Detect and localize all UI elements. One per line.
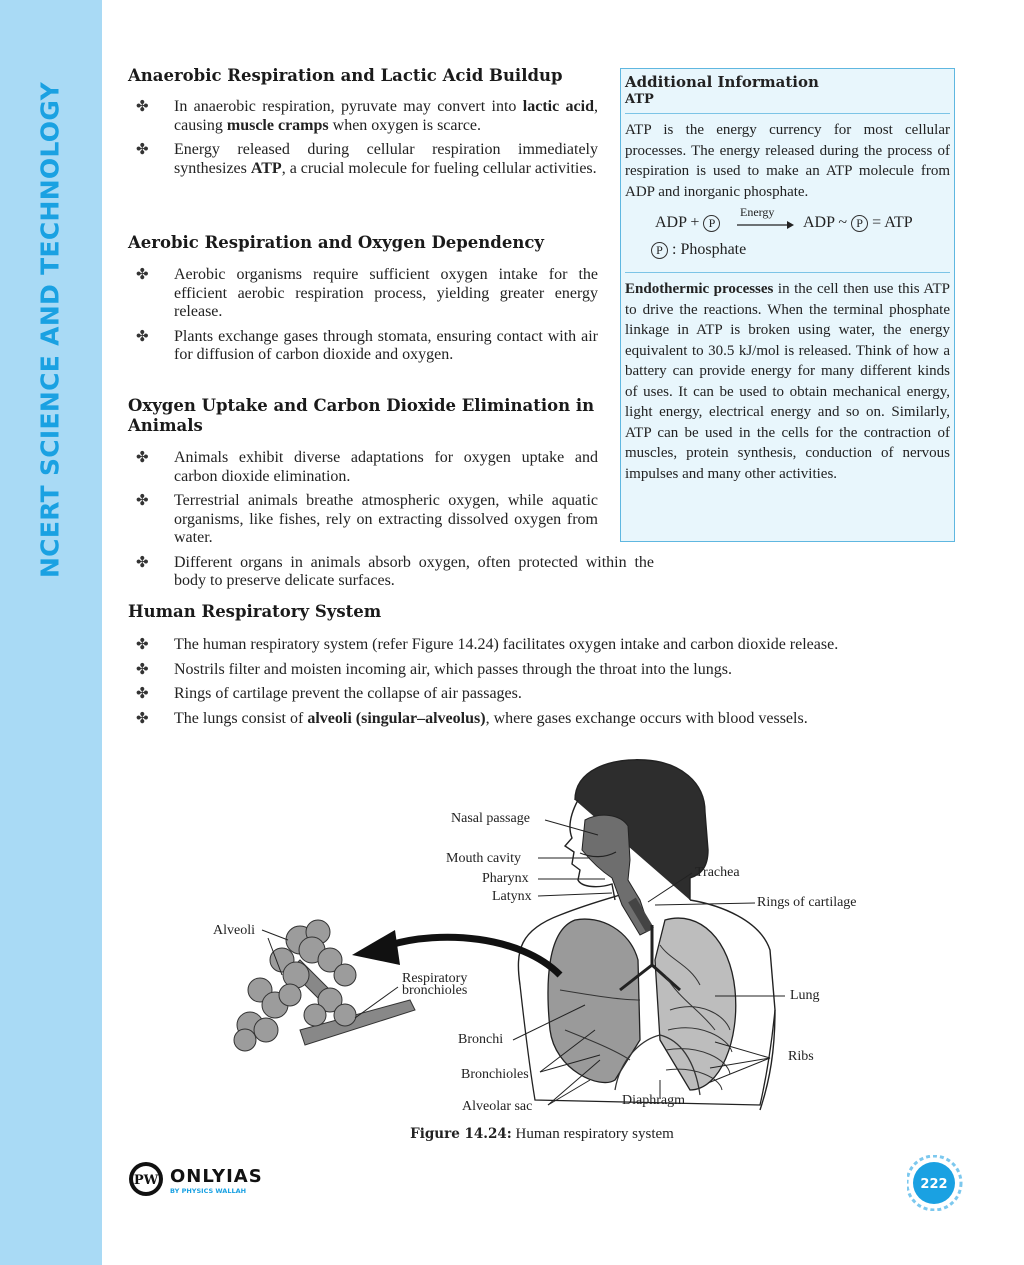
list-item: ✤ Plants exchange gases through stomata, ensuring contact with air for diffusion of carbon dioxide and oxygen. [136, 327, 598, 363]
list-item: ✤ Aerobic organisms require sufficient oxygen intake for the efficient aerobic respiration process, yielding greater energy release. [136, 266, 598, 320]
page-number: 222 [920, 1177, 948, 1192]
list-item: ✤ Different organs in animals absorb oxygen, often protected within the body to preserve delicate surfaces. [136, 553, 654, 589]
heading-aerobic: Aerobic Respiration and Oxygen Dependency [128, 233, 544, 252]
list-item: ✤ The human respiratory system (refer Figure 14.24) facilitates oxygen intake and carbon dioxide release. [136, 636, 839, 653]
brand-logo [128, 1160, 268, 1204]
pw-logo-icon [128, 1160, 268, 1200]
list-item: ✤ The lungs consist of alveoli (singular–alveolus), where gases exchange occurs with blood vessels. [136, 709, 808, 727]
logo-text: ONLYIAS [170, 1166, 263, 1187]
label-mouth-cavity: Mouth cavity [446, 851, 522, 866]
head-illustration [518, 760, 775, 1110]
eq-right: ADP ~ P = ATP [803, 214, 913, 231]
page-number-badge [907, 1155, 963, 1211]
phosphate-icon: P [851, 215, 868, 232]
list-item: ✤ Rings of cartilage prevent the collapse of air passages. [136, 685, 522, 702]
info-para-1: ATP is the energy currency for most cellular processes. The energy released during the process of respiration is used to make an ATP molecule from ADP and inorganic phosphate. [625, 122, 950, 200]
label-respiratory-bronchioles: Respiratory bronchioles [402, 971, 468, 998]
bullet-icon: ✤ [136, 686, 149, 702]
bullet-icon: ✤ [136, 710, 149, 727]
bullet-icon: ✤ [136, 99, 149, 115]
label-lung: Lung [790, 988, 820, 1003]
sidebar-title: NCERT SCIENCE AND TECHNOLOGY [35, 81, 65, 579]
eq-legend: P : Phosphate [651, 240, 746, 261]
list-item: ✤ In anaerobic respiration, pyruvate may convert into lactic acid, causing muscle cramps when oxygen is scarce. [136, 98, 598, 134]
phosphate-icon: P [703, 215, 720, 232]
info-heading: Additional Information [625, 73, 819, 91]
info-para-2: Endothermic processes in the cell then use this ATP to drive the reactions. When the terminal phosphate linkage in ATP is broken using water, the energy equivalent to 30.5 kJ/mol is released. Think of how a battery can provide energy for many different kinds of uses. It can be used to obtain mechanical energy, light energy, electrical energy and so on. Similarly, ATP can be used in the cells for the contraction of muscles, protein synthesis, conduction of nervous impulses and many other activities. [625, 281, 950, 482]
bullet-icon: ✤ [136, 637, 149, 653]
label-larynx: Latynx [492, 889, 532, 904]
label-alveoli: Alveoli [213, 923, 255, 938]
bullet-icon: ✤ [136, 493, 149, 509]
list-item: ✤ Animals exhibit diverse adaptations for oxygen uptake and carbon dioxide elimination. [136, 449, 598, 485]
figure-caption: Figure 14.24: Human respiratory system [410, 1126, 674, 1142]
label-ribs: Ribs [788, 1049, 814, 1064]
bullet-icon: ✤ [136, 328, 149, 345]
heading-anaerobic: Anaerobic Respiration and Lactic Acid Buildup [128, 66, 563, 85]
label-rings-of-cartilage: Rings of cartilage [757, 895, 857, 910]
heading-oxygen-uptake: Oxygen Uptake and Carbon Dioxide Elimination in Animals [128, 396, 595, 435]
label-alveolar-sac: Alveolar sac [462, 1099, 533, 1114]
list-item: ✤ Terrestrial animals breathe atmospheric oxygen, while aquatic organisms, like fishes, rely on extracting dissolved oxygen from water. [136, 492, 598, 546]
magnify-arrow-icon [390, 937, 560, 975]
bullet-icon: ✤ [136, 142, 149, 158]
list-item: ✤ Energy released during cellular respiration immediately synthesizes ATP, a crucial molecule for fueling cellular activities. [136, 141, 598, 177]
info-subheading: ATP [625, 92, 654, 107]
eq-left: ADP + P [655, 213, 720, 234]
list-item: ✤ Nostrils filter and moisten incoming air, which passes through the throat into the lungs. [136, 660, 732, 678]
bullet-icon: ✤ [136, 267, 149, 283]
logo-sub: BY PHYSICS WALLAH [170, 1187, 247, 1195]
label-diaphragm: Diaphragm [622, 1093, 685, 1108]
eq-arrow-label: Energy [740, 205, 775, 219]
magnify-arrowhead-icon [352, 930, 400, 965]
phosphate-icon: P [651, 242, 668, 259]
bullet-icon: ✤ [136, 450, 149, 466]
lungs-illustration [548, 918, 736, 1090]
bullet-icon: ✤ [136, 661, 149, 678]
label-trachea: Trachea [695, 865, 740, 880]
label-nasal-passage: Nasal passage [451, 811, 530, 826]
label-bronchioles: Bronchioles [461, 1067, 529, 1082]
label-bronchi: Bronchi [458, 1032, 504, 1047]
logo-mark: PW [133, 1173, 159, 1188]
heading-human-respiratory: Human Respiratory System [128, 602, 382, 621]
label-pharynx: Pharynx [482, 871, 529, 886]
bullet-icon: ✤ [136, 554, 149, 571]
